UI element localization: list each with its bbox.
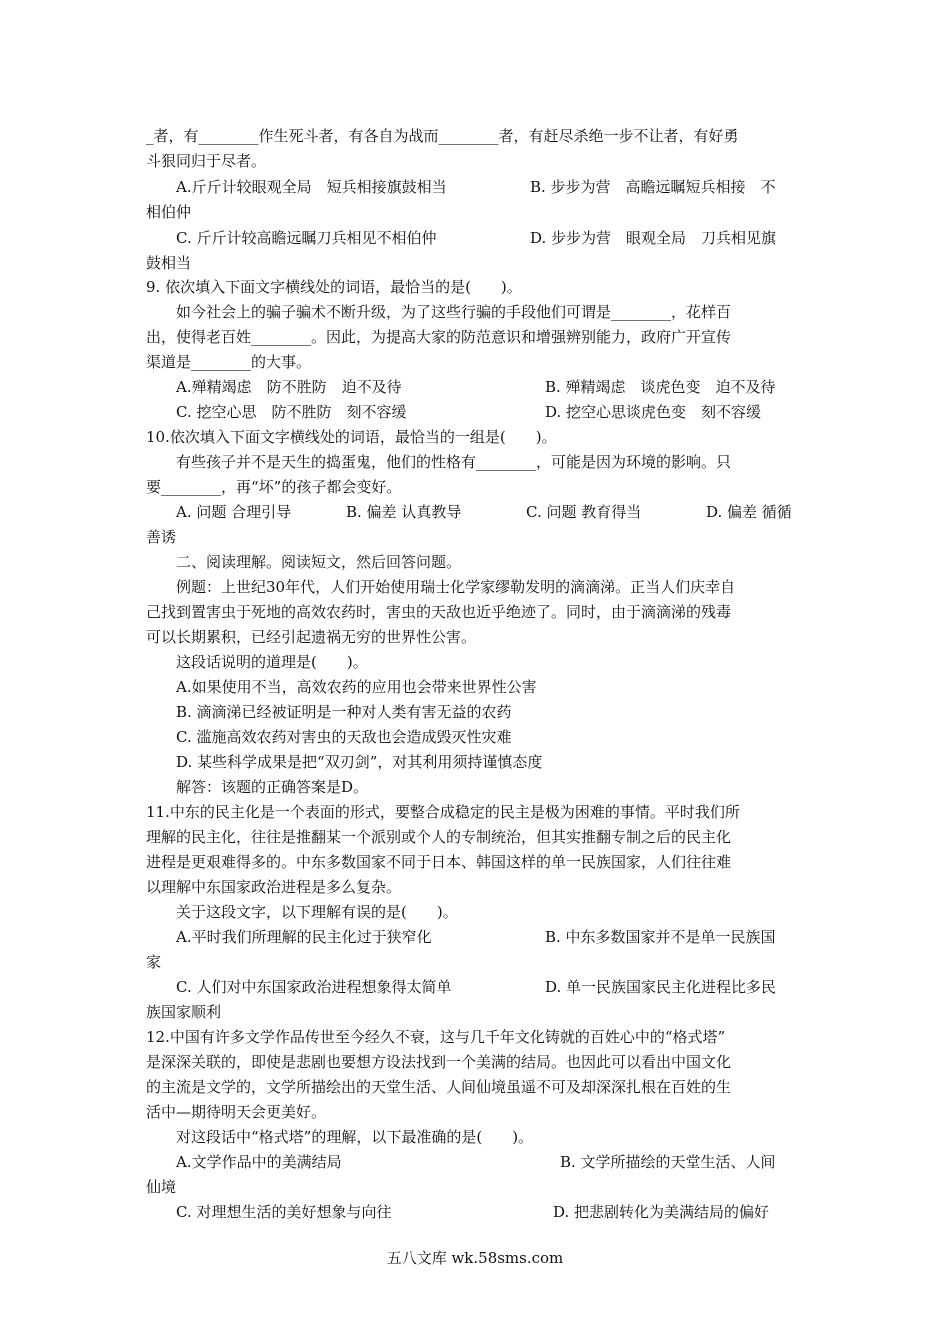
q12-passage-line-2: 是深深关联的，即使是悲剧也要想方设法找到一个美满的结局。也因此可以看出中国文化 — [146, 1053, 732, 1071]
q9-option-c: C. 挖空心思 防不胜防 刻不容缓 — [176, 403, 407, 421]
example-option-a: A.如果使用不当，高效农药的应用也会带来世界性公害 — [176, 678, 537, 696]
q9-option-d: D. 挖空心思谈虎色变 刻不容缓 — [545, 403, 762, 421]
q8-option-a: A.斤斤计较眼观全局 短兵相接旗鼓相当 — [176, 178, 447, 196]
q10-option-a: A. 问题 合理引导 — [176, 503, 292, 521]
q12-passage-line-3: 的主流是文学的，文学所描绘出的天堂生活、人间仙境虽遥不可及却深深扎根在百姓的生 — [146, 1078, 732, 1096]
q12-option-b: B. 文学所描绘的天堂生活、人间 — [560, 1153, 776, 1171]
q10-option-c: C. 问题 教育得当 — [526, 503, 642, 521]
q12-passage-line-1: 12.中国有许多文学作品传世至今经久不衰，这与几千年文化铸就的百姓心中的“格式塔” — [146, 1028, 726, 1046]
q11-passage-line-4: 以理解中东国家政治进程是多么复杂。 — [146, 878, 402, 896]
q10-option-d: D. 偏差 循循 — [706, 503, 792, 521]
q10-passage-line-1: 有些孩子并不是天生的捣蛋鬼，他们的性格有________，可能是因为环境的影响。只 — [176, 453, 732, 471]
example-option-d: D. 某些科学成果是把“双刃剑”，对其利用须持谨慎态度 — [176, 753, 543, 771]
example-answer: 解答：该题的正确答案是D。 — [176, 778, 369, 796]
q12-option-c: C. 对理想生活的美好想象与向往 — [176, 1203, 392, 1221]
q11-passage-line-3: 进程是更艰难得多的。中东多数国家不同于日本、韩国这样的单一民族国家，人们往往难 — [146, 853, 732, 871]
q11-option-b-continued: 家 — [146, 953, 162, 971]
q12-option-a: A.文学作品中的美满结局 — [176, 1153, 342, 1171]
q8-option-d: D. 步步为营 眼观全局 刀兵相见旗 — [530, 229, 777, 247]
q11-option-d: D. 单一民族国家民主化进程比多民 — [545, 978, 777, 996]
example-option-c: C. 滥施高效农药对害虫的天敌也会造成毁灭性灾难 — [176, 728, 512, 746]
q12-option-d: D. 把悲剧转化为美满结局的偏好 — [553, 1203, 770, 1221]
q10-stem: 10.依次填入下面文字横线处的词语，最恰当的一组是( )。 — [146, 428, 557, 446]
q8-option-c: C. 斤斤计较高瞻远瞩刀兵相见不相伯仲 — [176, 229, 437, 247]
q10-option-b: B. 偏差 认真教导 — [346, 503, 462, 521]
q9-passage-line-1: 如今社会上的骗子骗术不断升级，为了这些行骗的手段他们可谓是________，花样百 — [176, 303, 732, 321]
q11-passage-line-2: 理解的民主化，往往是推翻某一个派别或个人的专制统治，但其实推翻专制之后的民主化 — [146, 828, 732, 846]
q11-option-b: B. 中东多数国家并不是单一民族国 — [545, 928, 776, 946]
q8-text-line-2: 斗狠同归于尽者。 — [146, 152, 267, 170]
page-footer-watermark: 五八文库 wk.58sms.com — [386, 1249, 564, 1267]
q10-option-d-continued: 善诱 — [146, 528, 177, 546]
q10-passage-line-2: 要________，再“坏”的孩子都会变好。 — [146, 478, 402, 496]
example-passage-line-3: 可以长期累积，已经引起遗祸无穷的世界性公害。 — [146, 628, 477, 646]
q11-option-d-continued: 族国家顺利 — [146, 1003, 222, 1021]
q8-option-b-continued: 相伯仲 — [146, 203, 192, 221]
q9-stem: 9. 依次填入下面文字横线处的词语，最恰当的是( )。 — [146, 278, 522, 296]
q11-passage-line-1: 11.中东的民主化是一个表面的形式，要整合成稳定的民主是极为困难的事情。平时我们所 — [146, 803, 740, 821]
q8-text-line-1: _者，有________作生死斗者，有各自为战而________者，有赶尽杀绝一步不让者，有好勇 — [146, 127, 739, 145]
example-passage-line-1: 例题：上世纪30年代，人们开始使用瑞士化学家缪勒发明的滴滴涕。正当人们庆幸自 — [176, 578, 736, 596]
q11-option-a: A.平时我们所理解的民主化过于狭窄化 — [176, 928, 432, 946]
section-2-heading: 二、阅读理解。阅读短文，然后回答问题。 — [176, 553, 462, 571]
example-option-b: B. 滴滴涕已经被证明是一种对人类有害无益的农药 — [176, 703, 512, 721]
q8-option-d-continued: 鼓相当 — [146, 254, 192, 272]
q9-passage-line-3: 渠道是________的大事。 — [146, 353, 312, 371]
q11-option-c: C. 人们对中东国家政治进程想象得太简单 — [176, 978, 452, 996]
q9-option-a: A.殚精竭虑 防不胜防 迫不及待 — [176, 378, 402, 396]
example-passage-line-2: 己找到置害虫于死地的高效农药时，害虫的天敌也近乎绝迹了。同时，由于滴滴涕的残毒 — [146, 603, 732, 621]
q9-option-b: B. 殚精竭虑 谈虎色变 迫不及待 — [545, 378, 776, 396]
q9-passage-line-2: 出，使得老百姓________。因此，为提高大家的防范意识和增强辨别能力，政府广开宣传 — [146, 328, 732, 346]
example-question: 这段话说明的道理是( )。 — [176, 653, 368, 671]
q11-question: 关于这段文字，以下理解有误的是( )。 — [176, 903, 458, 921]
q12-question: 对这段话中“格式塔”的理解，以下最准确的是( )。 — [176, 1128, 534, 1146]
q12-option-b-continued: 仙境 — [146, 1178, 177, 1196]
q12-passage-line-4: 活中—期待明天会更美好。 — [146, 1103, 327, 1121]
q8-option-b: B. 步步为营 高瞻远瞩短兵相接 不 — [530, 178, 776, 196]
